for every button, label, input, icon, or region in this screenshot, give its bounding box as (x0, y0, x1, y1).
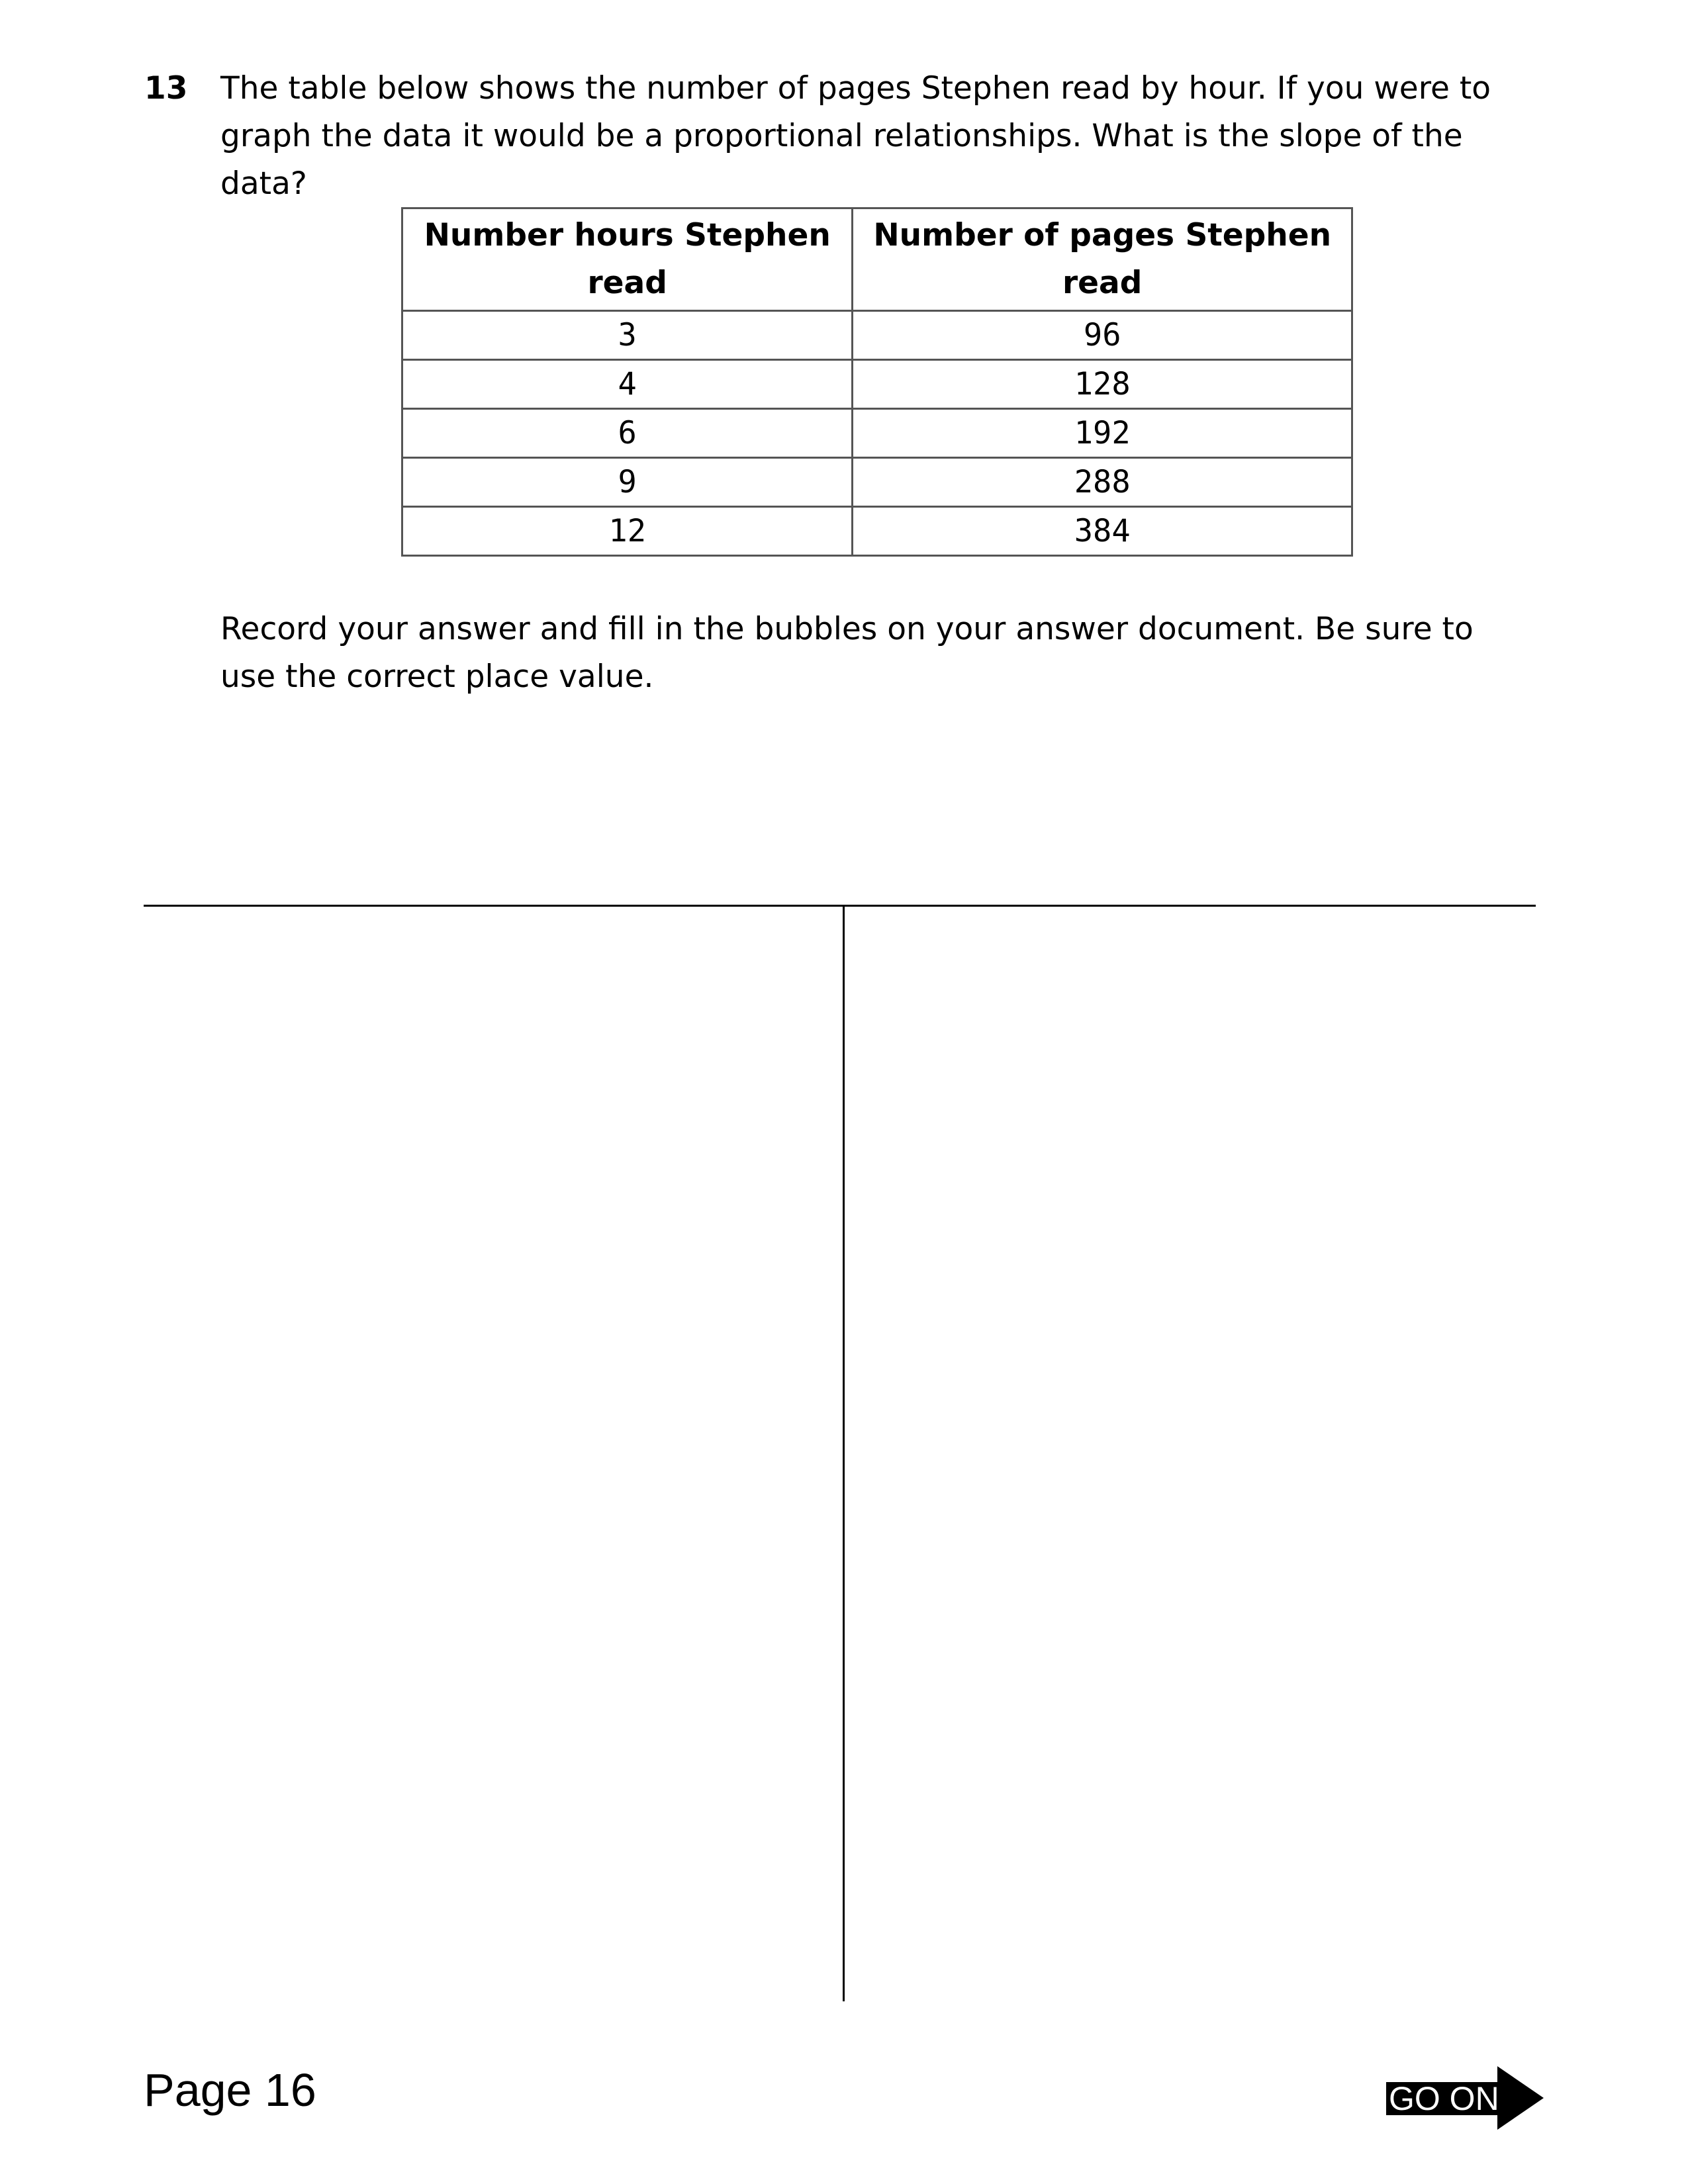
table-cell-hours: 12 (402, 507, 853, 556)
table-header-row (402, 208, 1352, 311)
answer-instructions: Record your answer and fill in the bubbles on your answer document. Be sure to use the correct place value. (220, 611, 1474, 695)
arrow-right-icon (1497, 2066, 1544, 2130)
work-area-vertical-divider (843, 906, 845, 2001)
table-cell-pages: 128 (853, 360, 1352, 409)
table-row (402, 507, 1352, 556)
page-number: Page 16 (144, 2064, 316, 2116)
work-area-horizontal-divider (144, 905, 1536, 907)
table-row (402, 458, 1352, 507)
table-cell-hours: 9 (402, 458, 853, 507)
question-text: The table below shows the number of pages Stephen read by hour. If you were to graph the data it would be a proportional relationships. What is the slope of the data? (220, 70, 1491, 202)
data-table (401, 207, 1353, 557)
table-cell-hours: 3 (402, 311, 853, 360)
table-header-pages: Number of pages Stephen read (853, 208, 1352, 311)
table-row (402, 311, 1352, 360)
table-cell-pages: 96 (853, 311, 1352, 360)
go-on-label: GO ON (1386, 2082, 1502, 2115)
table-cell-pages: 384 (853, 507, 1352, 556)
go-on-indicator (1386, 2066, 1545, 2130)
table-cell-hours: 6 (402, 409, 853, 458)
table-header-hours: Number hours Stephen read (402, 208, 853, 311)
table-cell-hours: 4 (402, 360, 853, 409)
table-cell-pages: 288 (853, 458, 1352, 507)
question-number: 13 (144, 70, 188, 107)
table-row (402, 360, 1352, 409)
table-row (402, 409, 1352, 458)
table-cell-pages: 192 (853, 409, 1352, 458)
